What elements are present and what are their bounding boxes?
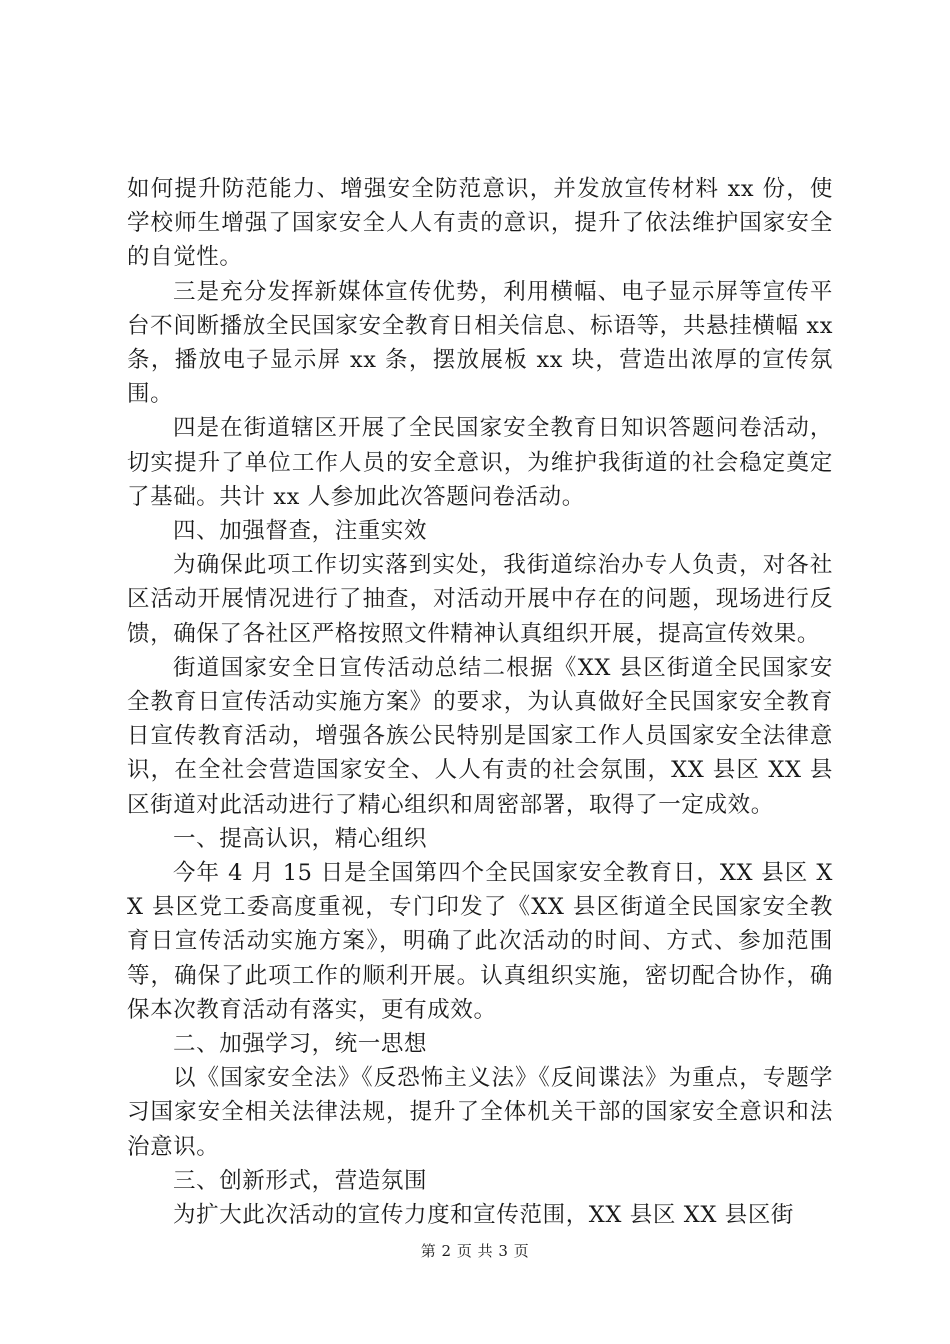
section-heading-2: 二、加强学习，统一思想 xyxy=(173,1031,428,1058)
paragraph-12: 为扩大此次活动的宣传力度和宣传范围，XX 县区 XX 县区街 xyxy=(173,1202,795,1229)
paragraph-1: 如何提升防范能力、增强安全防范意识，并发放宣传材料 xx 份，使学校师生增强了国家安全人人有责的意识，提升了依法维护国家安全的自觉性。 xyxy=(127,176,833,271)
paragraph-6: 街道国家安全日宣传活动总结二根据《XX 县区街道全民国家安全教育日宣传活动实施方案》的要求，为认真做好全民国家安全教育日宣传教育活动，增强各族公民特别是国家工作人员国家安全法律意识，在全社会营造国家安全、人人有责的社会氛围，XX 县区 XX 县区街道对此活动进行了精心组织和周密部署，取得了一定成效。 xyxy=(127,654,833,818)
section-heading-3: 三、创新形式，营造氛围 xyxy=(173,1167,428,1194)
paragraph-8: 今年 4 月 15 日是全国第四个全民国家安全教育日，XX 县区 XX 县区党工委高度重视，专门印发了《XX 县区街道全民国家安全教育日宣传活动实施方案》，明确了此次活动的时间、方式、参加范围等，确保了此项工作的顺利开展。认真组织实施，密切配合协作，确保本次教育活动有落实，更有成效。 xyxy=(127,860,833,1023)
paragraph-3: 四是在街道辖区开展了全民国家安全教育日知识答题问卷活动，切实提升了单位工作人员的安全意识，为维护我街道的社会稳定奠定了基础。共计 xx 人参加此次答题问卷活动。 xyxy=(127,415,833,510)
paragraph-2: 三是充分发挥新媒体宣传优势，利用横幅、电子显示屏等宣传平台不间断播放全民国家安全教育日相关信息、标语等，共悬挂横幅 xx 条，播放电子显示屏 xx 条，摆放展板 xx 块，营造出浓厚的宣传氛围。 xyxy=(127,278,833,408)
document-body xyxy=(127,172,833,1232)
section-heading-4: 四、加强督查，注重实效 xyxy=(173,518,428,545)
page-number-footer: 第 2 页 共 3 页 xyxy=(420,1242,530,1260)
paragraph-5: 为确保此项工作切实落到实处，我街道综治办专人负责，对各社区活动开展情况进行了抽查，对活动开展中存在的问题，现场进行反馈，确保了各社区严格按照文件精神认真组织开展，提高宣传效果。 xyxy=(127,552,833,647)
section-heading-1: 一、提高认识，精心组织 xyxy=(173,825,428,852)
paragraph-10: 以《国家安全法》《反恐怖主义法》《反间谍法》为重点，专题学习国家安全相关法律法规，提升了全体机关干部的国家安全意识和法治意识。 xyxy=(127,1065,833,1160)
